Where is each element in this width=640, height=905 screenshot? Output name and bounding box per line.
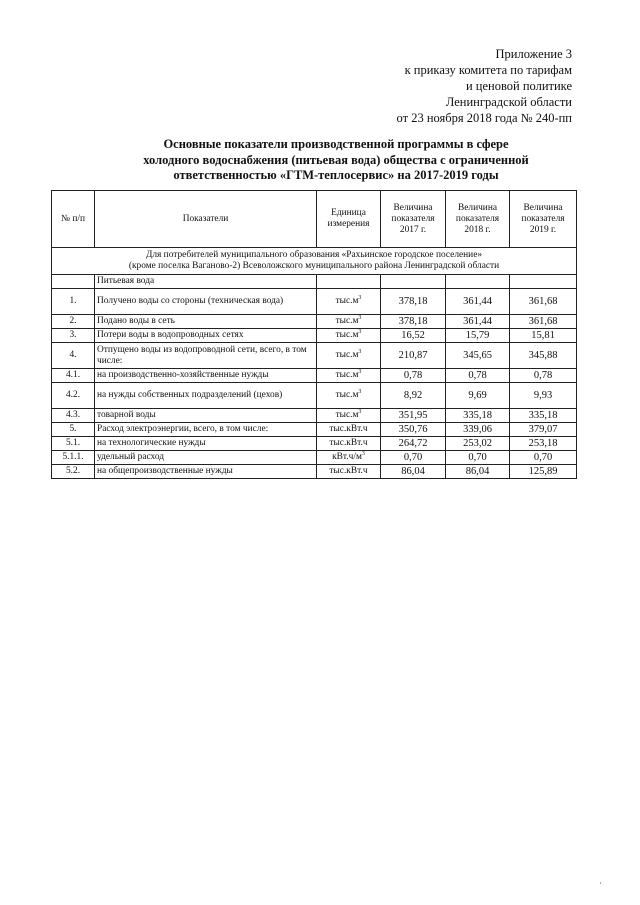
table-row [52, 289, 577, 315]
row-unit-text: тыс.кВт.ч [329, 466, 368, 476]
row-number-text: 4.3. [65, 410, 81, 420]
header-2018: Величина показателя 2018 г. [446, 191, 510, 248]
row-indicator-text: Расход электроэнергии, всего, в том числе: [97, 424, 269, 434]
area-cell [52, 248, 577, 275]
row-value-2018 [446, 383, 510, 409]
row-value-2017 [381, 315, 446, 329]
row-number [52, 409, 95, 423]
row-number [52, 437, 95, 451]
row-value-2019 [510, 329, 577, 343]
row-value-2018-text: 0,70 [468, 452, 487, 463]
row-indicator-text: на технологические нужды [97, 438, 206, 448]
row-indicator [95, 465, 317, 479]
row-value-2019 [510, 289, 577, 315]
area-row [52, 248, 577, 275]
row-value-2017-text: 0,78 [403, 370, 423, 381]
row-value-2018 [446, 369, 510, 383]
row-unit [317, 343, 381, 369]
row-value-2019-text: 379,07 [528, 424, 558, 435]
unit-superscript: 3 [358, 294, 362, 301]
row-value-2017 [381, 423, 446, 437]
row-indicator [95, 329, 317, 343]
row-value-2018-text: 15,79 [465, 330, 490, 341]
row-unit [317, 369, 381, 383]
row-value-2019-text: 15,81 [531, 330, 555, 341]
row-value-2018 [446, 315, 510, 329]
row-unit [317, 409, 381, 423]
header-indicator: Показатели [95, 191, 317, 248]
table-header-row [52, 191, 577, 248]
row-indicator-text: Отпущено воды из водопроводной сети, всего, в том числе: [97, 344, 307, 366]
row-value-2019 [510, 423, 577, 437]
header-unit: Единица измерения [317, 191, 381, 248]
header-num: № п/п [52, 191, 95, 248]
row-indicator [95, 423, 317, 437]
row-number-text: 2. [69, 316, 77, 326]
appendix-line: и ценовой политике [465, 79, 572, 93]
row-number-text: 5.2. [65, 466, 81, 476]
row-indicator [95, 315, 317, 329]
row-indicator [95, 383, 317, 409]
title-line: Основные показатели производственной программы в сфере [163, 137, 509, 151]
row-value-2017 [381, 383, 446, 409]
row-value-2018-text: 0,78 [468, 370, 487, 381]
row-value-2018-text: 345,65 [463, 350, 492, 361]
row-unit [317, 315, 381, 329]
row-value-2017 [381, 329, 446, 343]
row-unit-text: тыс.м [335, 296, 359, 306]
unit-superscript: 3 [358, 314, 362, 321]
row-value-2019 [510, 409, 577, 423]
table-row [52, 383, 577, 409]
row-number-text: 3. [69, 330, 77, 340]
row-value-2017-text: 264,72 [398, 438, 428, 449]
appendix-line: Приложение 3 [495, 47, 572, 61]
row-indicator-text: Подано воды в сеть [97, 316, 175, 326]
row-unit-text: тыс.м [335, 370, 359, 380]
section-empty-cell [381, 275, 446, 289]
row-value-2018-text: 86,04 [465, 466, 490, 477]
row-value-2019 [510, 369, 577, 383]
row-value-2017-text: 350,76 [398, 424, 428, 435]
table-row [52, 423, 577, 437]
row-value-2017 [381, 289, 446, 315]
unit-superscript: 3 [358, 328, 362, 335]
table-row [52, 329, 577, 343]
table-row [52, 369, 577, 383]
row-value-2018 [446, 423, 510, 437]
row-unit [317, 289, 381, 315]
document-title [96, 137, 576, 184]
row-value-2018 [446, 409, 510, 423]
row-number [52, 343, 95, 369]
row-value-2019 [510, 343, 577, 369]
row-number-text: 4.1. [65, 370, 81, 380]
row-value-2019-text: 125,89 [528, 466, 558, 477]
row-unit-text: тыс.м [335, 410, 359, 420]
row-value-2017 [381, 369, 446, 383]
row-value-2017-text: 351,95 [398, 410, 428, 421]
unit-superscript: 3 [358, 368, 362, 375]
table-row [52, 437, 577, 451]
row-indicator [95, 343, 317, 369]
section-empty-cell [317, 275, 381, 289]
row-value-2017-text: 210,87 [398, 350, 428, 361]
row-number-text: 4. [69, 350, 77, 360]
row-value-2017 [381, 409, 446, 423]
row-value-2019 [510, 383, 577, 409]
row-value-2018-text: 339,06 [463, 424, 492, 435]
row-value-2019 [510, 315, 577, 329]
row-value-2018 [446, 289, 510, 315]
area-line: (кроме поселка Ваганово-2) Всеволожского муниципального района Ленинградской области [128, 261, 500, 271]
row-value-2018 [446, 465, 510, 479]
row-unit [317, 465, 381, 479]
row-unit-text: тыс.м [335, 316, 359, 326]
row-indicator [95, 409, 317, 423]
row-value-2017-text: 86,04 [401, 466, 425, 477]
appendix-block [360, 46, 572, 126]
row-value-2018 [446, 437, 510, 451]
row-number [52, 369, 95, 383]
appendix-line: от 23 ноября 2018 года № 240-пп [396, 111, 572, 125]
row-value-2017-text: 8,92 [403, 390, 423, 401]
row-number [52, 289, 95, 315]
appendix-line: к приказу комитета по тарифам [404, 63, 572, 77]
row-value-2017-text: 378,18 [398, 296, 428, 307]
footer-mark: · [599, 878, 602, 888]
row-value-2018-text: 361,44 [463, 296, 492, 307]
table-row [52, 315, 577, 329]
row-unit-text: кВт.ч/м [332, 452, 362, 462]
row-unit [317, 423, 381, 437]
row-number-text: 5.1.1. [62, 452, 84, 462]
row-unit [317, 437, 381, 451]
section-row [52, 275, 577, 289]
row-unit-text: тыс.кВт.ч [329, 438, 368, 448]
indicators-table [51, 190, 577, 479]
unit-superscript: 3 [358, 388, 362, 395]
row-number [52, 423, 95, 437]
row-value-2019-text: 253,18 [528, 438, 558, 449]
row-indicator-text: Получено воды со стороны (техническая вода) [97, 296, 284, 306]
row-indicator-text: на производственно-хозяйственные нужды [97, 370, 269, 380]
row-value-2019-text: 361,68 [528, 316, 558, 327]
row-value-2019 [510, 451, 577, 465]
row-value-2019-text: 0,70 [533, 452, 553, 463]
row-value-2017 [381, 465, 446, 479]
row-indicator-text: удельный расход [97, 452, 165, 462]
row-unit [317, 451, 381, 465]
appendix-line: Ленинградской области [445, 95, 572, 109]
title-line: холодного водоснабжения (питьевая вода) общества с ограниченной [143, 152, 529, 167]
row-indicator-text: на нужды собственных подразделений (цехов) [97, 390, 283, 400]
row-unit-text: тыс.м [335, 350, 359, 360]
row-value-2019-text: 335,18 [528, 410, 558, 421]
row-value-2019-text: 345,88 [528, 350, 558, 361]
row-number-text: 4.2. [65, 390, 81, 400]
section-empty-cell [510, 275, 577, 289]
row-value-2017-text: 0,70 [403, 452, 423, 463]
row-value-2017 [381, 451, 446, 465]
row-number-text: 1. [69, 296, 77, 306]
row-value-2018 [446, 343, 510, 369]
table-row [52, 409, 577, 423]
title-line: ответственностью «ГТМ-теплосервис» на 2017-2019 годы [173, 168, 499, 182]
row-number [52, 383, 95, 409]
area-line: Для потребителей муниципального образования «Рахьинское городское поселение» [145, 250, 483, 260]
row-unit [317, 383, 381, 409]
row-indicator-text: товарной воды [97, 410, 156, 420]
row-indicator [95, 369, 317, 383]
row-value-2017 [381, 343, 446, 369]
section-empty-cell [446, 275, 510, 289]
row-unit [317, 329, 381, 343]
unit-superscript: 3 [358, 348, 362, 355]
row-value-2018-text: 253,02 [463, 438, 492, 449]
table-row [52, 465, 577, 479]
row-number-text: 5.1. [65, 438, 81, 448]
unit-superscript: 3 [358, 408, 362, 415]
row-number [52, 315, 95, 329]
row-number [52, 329, 95, 343]
row-value-2019-text: 0,78 [533, 370, 553, 381]
row-indicator [95, 289, 317, 315]
row-value-2018 [446, 451, 510, 465]
section-label: Питьевая вода [95, 275, 317, 289]
row-unit-text: тыс.м [335, 390, 359, 400]
table-row [52, 343, 577, 369]
row-indicator-text: на общепроизводственные нужды [97, 466, 233, 476]
unit-superscript: 3 [361, 450, 365, 457]
row-unit-text: тыс.кВт.ч [329, 424, 368, 434]
header-2017: Величина показателя 2017 г. [381, 191, 446, 248]
row-indicator [95, 437, 317, 451]
row-value-2019 [510, 437, 577, 451]
row-value-2018 [446, 329, 510, 343]
section-num-cell [52, 275, 95, 289]
row-indicator-text: Потери воды в водопроводных сетях [97, 330, 244, 340]
table-row [52, 451, 577, 465]
row-value-2017-text: 378,18 [398, 316, 428, 327]
row-unit-text: тыс.м [335, 330, 359, 340]
row-value-2018-text: 9,69 [468, 390, 487, 401]
row-indicator [95, 451, 317, 465]
row-number-text: 5. [69, 424, 77, 434]
row-value-2017-text: 16,52 [401, 330, 425, 341]
row-number [52, 451, 95, 465]
row-value-2019-text: 361,68 [528, 296, 558, 307]
row-number [52, 465, 95, 479]
row-value-2017 [381, 437, 446, 451]
row-value-2019-text: 9,93 [533, 390, 553, 401]
row-value-2018-text: 335,18 [463, 410, 492, 421]
header-2019: Величина показателя 2019 г. [510, 191, 577, 248]
row-value-2019 [510, 465, 577, 479]
row-value-2018-text: 361,44 [463, 316, 492, 327]
